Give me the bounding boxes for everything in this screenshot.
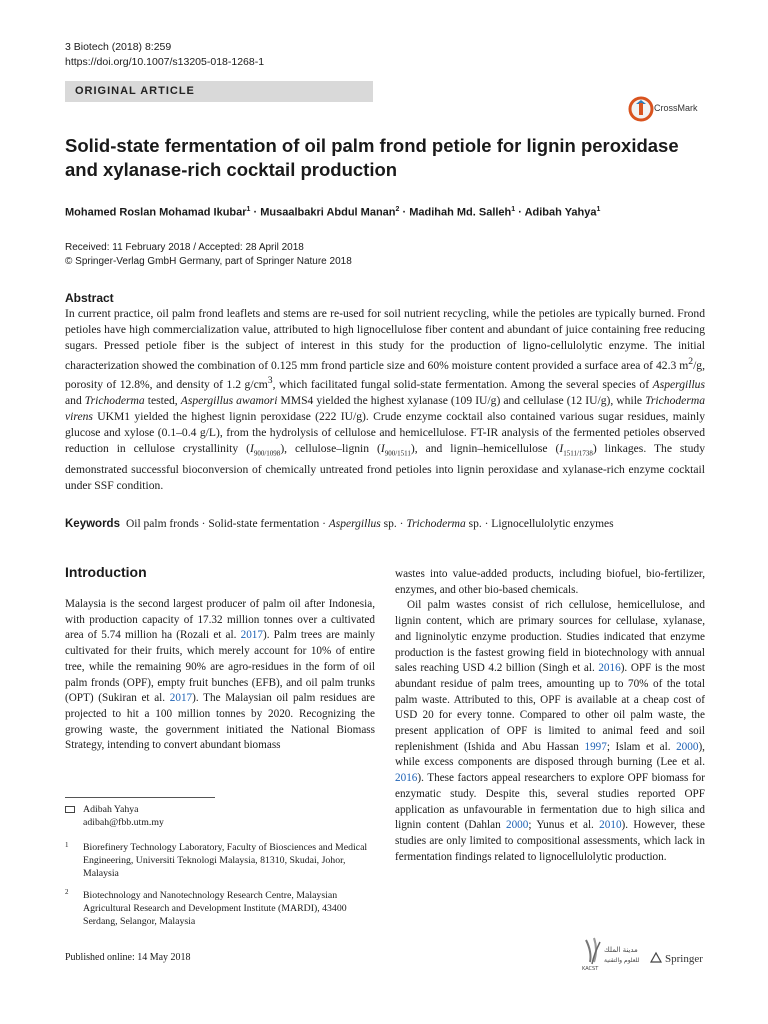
svg-text:مدينة الملك: مدينة الملك [604,946,638,954]
keyword-text: Trichoderma [406,518,466,530]
corresponding-author [83,803,164,829]
envelope-icon [65,806,75,813]
author-name[interactable]: Adibah Yahya [524,206,597,219]
keyword-text: sp. · Lignocellulolytic enzymes [465,518,614,530]
copyright-line: © Springer-Verlag GmbH Germany, part of Springer Nature 2018 [65,256,352,267]
abstract-heading: Abstract [65,291,114,305]
crossmark-label: CrossMark [654,103,698,113]
citation-link[interactable]: 2016 [598,662,621,675]
section-heading-introduction: Introduction [65,564,147,580]
citation-link[interactable]: 2017 [169,692,193,705]
body-text: ). These factors appeal researchers to explore OPF biomass for enzymatic study. Despite this, several studies reported OPF application as unfavourable in fermentation due to high silica and lignin content (Dahlan [395,772,705,832]
abstract-sub: 900/1098 [253,449,281,458]
author-name[interactable]: Musaalbakri Abdul Manan [260,206,396,219]
abstract-sup: 3 [267,375,273,387]
body-text: ; Yunus et al. [528,819,600,832]
footnote-divider [65,797,215,798]
abstract-body [65,306,705,494]
symbol-i: I [380,441,385,455]
species-name: Trichoderma [84,394,145,408]
author-affiliation: 2 [395,206,400,213]
symbol-i: I [249,441,254,455]
abstract-text: and [65,394,85,408]
column-left [65,597,375,754]
contact-name: Adibah Yahya [83,804,139,815]
keywords-label: Keywords [65,518,120,530]
abstract-sup: 2 [688,355,694,367]
received-accepted: Received: 11 February 2018 / Accepted: 28 April 2018 [65,242,304,253]
species-name: Aspergillus awamori [180,394,278,408]
paragraph [395,598,705,865]
body-text: Oil palm wastes consist of rich cellulose, hemicellulose, and lignin content, which are primary sources for cellulase, xylanase, and ligninolytic enzyme production. Studies indicated that enzyme production is the fastest growing field in biotechnology with annual sales reaching USD 4.2 billion (Singh et al. [395,599,705,675]
body-text: ), while excess components are disposed through burning (Lee et al. [395,740,705,769]
abstract-text: MMS4 yielded the highest xylanase (109 IU/g) and cellulase (12 IU/g), while [277,394,646,408]
paragraph: wastes into value-added products, including biofuel, bio-fertilizer, enzymes, and other bio-based chemicals. [395,568,705,596]
springer-logo-icon [648,948,708,968]
kacst-logo [580,932,645,972]
keyword-text: sp. · [380,518,407,530]
symbol-i: I [559,441,564,455]
body-text: ; Islam et al. [606,740,677,753]
author-affiliation: 1 [511,206,516,213]
springer-logo [648,948,708,968]
body-text: Malaysia is the second largest producer of palm oil after Indonesia, with production capacity of 17.32 million tonnes over a cultivated area of 5.74 million ha (Rozali et al. [65,598,375,642]
article-type-banner: ORIGINAL ARTICLE [65,81,373,102]
column-right [395,567,705,865]
abstract-text: ) linkages. The study demonstrated successful bioconversion of chemically untreated frond petioles into lignin peroxidase and xylanase-rich enzyme cocktail under SSF condition. [65,441,706,493]
author-affiliation: 1 [246,206,251,213]
abstract-text: In current practice, oil palm frond leaflets and stems are re-used for soil nutrient recycling, while the petioles are typically burned. Frond petioles have high commercialization value, attributed to high lignocellulose fiber content and abundant of juice containing free reducing sugars. Pressed petiole fiber is the subject of interest in this study for the production of ligno-cellulolytic enzyme. The initial characterization showed the combination of 0.125 mm frond particle size and 60% moisture content provided a surface area of 42.3 m [65,307,705,372]
keyword-text: Oil palm fronds · Solid-state fermentation · [125,518,329,530]
crossmark-icon [628,94,654,124]
abstract-text: ), cellulose–lignin ( [280,441,381,455]
affiliation-1: Biorefinery Technology Laboratory, Faculty of Biosciences and Medical Engineering, Universiti Teknologi Malaysia, 81310, Skudai, Johor, Malaysia [83,842,368,879]
paragraph [65,597,375,754]
citation-link[interactable]: 1997 [584,740,607,753]
citation-link[interactable]: 2010 [599,819,622,832]
footnote-number: 2 [65,888,69,896]
journal-citation: 3 Biotech (2018) 8:259 [65,41,172,53]
author-affiliation: 1 [596,206,601,213]
abstract-text: ), and lignin–hemicellulose ( [410,441,560,455]
author-list: Mohamed Roslan Mohamad Ikubar$^1$ · Musaalbakri Abdul Manan$^2$ · Madihah Md. Salleh$^1$ · Adibah Yahya$^1$ [65,206,601,219]
body-text: ). OPF is the most abundant residue of palm trees, amounting up to 70% of the total palm waste. Attributed to this, OPF is available at a cheap cost of USD 20 for every tonne. Compared to other oil palm waste, the present application of OPF is limited to animal feed and soil replenishment (Ishida and Abu Hassan [395,662,705,753]
svg-text:Springer: Springer [665,953,703,965]
author-name[interactable]: Mohamed Roslan Mohamad Ikubar [65,206,247,219]
contact-email[interactable]: adibah@fbb.utm.my [83,817,164,828]
body-text: ). However, these studies are only limited to compositional assessments, which lack in fermentation findings related to lignocellulolytic production. [395,819,705,863]
article-title: Solid-state fermentation of oil palm frond petiole for lignin peroxidase and xylanase-rich cocktail production [65,135,679,180]
citation-link[interactable]: 2000 [505,819,529,832]
abstract-text: tested, [144,394,181,408]
kacst-logo-icon [580,932,645,972]
species-name: Trichoderma virens [65,394,706,424]
abstract-text: UKM1 yielded the highest lignin peroxidase (222 IU/g). Crude enzyme cocktail also contained various sugar residues, mainly glucose and xylose (0.1–0.4 g/L), from the hydrolysis of cellulose and hemicellulose. FT-IR analysis of the fermented petioles observed reduction in cellulose crystallinity ( [65,410,705,455]
body-text: ). Palm trees are mainly cultivated for their fruits, which merely account for 10% of entire tree, while the remaining 90% are agro-residues in the form of oil palm fronds (OPF), empty fruit bunches (EFB), and oil palm trunks (OPT) (Sukiran et al. [65,629,375,705]
svg-text:للعلوم والتقنية: للعلوم والتقنية [604,957,640,964]
affiliation-2: Biotechnology and Nanotechnology Research Centre, Malaysian Agricultural Research and Development Institute (MARDI), 43400 Serdang, Selangor, Malaysia [83,890,347,927]
author-name[interactable]: Madihah Md. Salleh [409,206,512,219]
citation-link[interactable]: 2000 [676,740,699,753]
abstract-text: , which facilitated fungal solid-state fermentation. Among the several species of [272,378,653,392]
abstract-text: /g, porosity of 12.8%, and density of 1.2 g/cm [65,358,705,392]
article-dates [65,241,352,269]
abstract-sub: 1511/1738 [563,449,593,458]
keywords [65,517,715,532]
body-text: ). The Malaysian oil palm residues are projected to hit a 100 million tonnes by 2020. Recognizing the growing waste, the government initiated the National Biomass Strategy, intending to convert abundant biomass [65,692,376,752]
citation-link[interactable]: 2016 [395,772,418,785]
doi-link[interactable]: https://doi.org/10.1007/s13205-018-1268-1 [65,56,265,68]
keyword-text: Aspergillus [328,518,381,530]
citation-link[interactable]: 2017 [240,629,263,642]
published-date: Published online: 14 May 2018 [65,952,191,963]
species-name: Aspergillus [652,378,705,392]
journal-header [65,40,264,70]
abstract-sub: 900/1511 [384,449,411,458]
footnote-number: 1 [65,841,69,849]
svg-text:KACST: KACST [582,966,599,972]
